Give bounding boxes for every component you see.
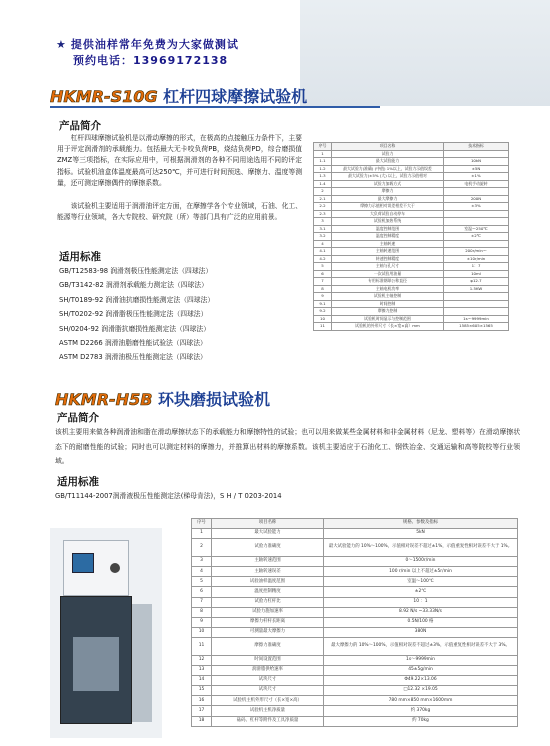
table-cell: 14 bbox=[192, 676, 212, 686]
table-cell: 试验力准确度 bbox=[212, 539, 324, 557]
table-cell: ±1% bbox=[444, 173, 509, 181]
product2-name: 环块磨损试验机 bbox=[157, 390, 270, 409]
header-cell: 规格、参数及指标 bbox=[324, 519, 518, 529]
table-cell: 12 bbox=[192, 655, 212, 665]
table-row bbox=[192, 637, 518, 655]
product2-intro-heading: 产品简介 bbox=[57, 412, 99, 424]
table-cell: 16 bbox=[192, 696, 212, 706]
table-cell: 主轴与孔尺寸 bbox=[332, 263, 444, 271]
booking-phone: 预约电话：13969172138 bbox=[73, 54, 229, 67]
table-cell: 1585×605×1565 bbox=[444, 323, 509, 331]
table-row bbox=[314, 195, 509, 203]
table-cell: 1.4 bbox=[314, 180, 332, 188]
table-cell: 780 mm×850 mm×1600mm bbox=[324, 696, 518, 706]
table-cell: 最大摩擦力 bbox=[332, 195, 444, 203]
table-cell: 6 bbox=[314, 270, 332, 278]
table-cell bbox=[444, 300, 509, 308]
table-header-row bbox=[314, 143, 509, 151]
table-cell: 2 bbox=[192, 539, 212, 557]
table-cell bbox=[444, 240, 509, 248]
table-cell bbox=[444, 150, 509, 158]
standard-item: GB/T12583-98 润滑剂极压性能测定法（四球法） bbox=[59, 267, 213, 275]
table-cell: 电机手动旋转 bbox=[444, 180, 509, 188]
table-cell: 10 bbox=[192, 627, 212, 637]
table-cell bbox=[444, 293, 509, 301]
table-row bbox=[314, 240, 509, 248]
table-cell: 一次试验用油量 bbox=[332, 270, 444, 278]
table-cell bbox=[444, 308, 509, 316]
table-cell: 1.1 bbox=[314, 158, 332, 166]
table-cell: 10kN bbox=[444, 158, 509, 166]
table-cell: 试验机时间显示与控制范围 bbox=[332, 315, 444, 323]
product1-standards-heading: 适用标准 bbox=[59, 251, 101, 263]
table-cell: 1s～9999min bbox=[324, 655, 518, 665]
table-cell: 380N bbox=[324, 627, 518, 637]
table-cell: ±2℃ bbox=[324, 587, 518, 597]
table-cell: 5kN bbox=[324, 529, 518, 539]
table-cell: 17 bbox=[192, 706, 212, 716]
table-cell: 200r/min～ bbox=[444, 248, 509, 256]
table-row bbox=[192, 567, 518, 577]
table-cell: 10 bbox=[314, 315, 332, 323]
table-cell: 摩擦力杆杆长距离 bbox=[212, 617, 324, 627]
header-cell: 序号 bbox=[192, 519, 212, 529]
table-row bbox=[192, 686, 518, 696]
table-cell: 1 bbox=[192, 529, 212, 539]
table-row bbox=[314, 203, 509, 211]
table-cell: 时间设置范围 bbox=[212, 655, 324, 665]
table-cell: 8 bbox=[192, 607, 212, 617]
table-cell: ±3% bbox=[444, 203, 509, 211]
standard-item: ASTM D2266 润滑油脂磨性能试验法（四球法） bbox=[59, 339, 207, 348]
header-cell: 技术指标 bbox=[444, 143, 509, 151]
table-row bbox=[314, 188, 509, 196]
table-row bbox=[192, 529, 518, 539]
table-row bbox=[192, 676, 518, 686]
table-cell: 2.2 bbox=[314, 203, 332, 211]
free-testing-tagline bbox=[56, 36, 239, 52]
product2-spec-table bbox=[191, 518, 518, 727]
table-cell: 试块尺寸 bbox=[212, 676, 324, 686]
table-cell: 5 bbox=[192, 577, 212, 587]
table-cell: 7 bbox=[314, 278, 332, 286]
table-row bbox=[192, 696, 518, 706]
table-cell: 1s～9999min bbox=[444, 315, 509, 323]
table-row bbox=[314, 150, 509, 158]
product2-table-body bbox=[192, 529, 518, 727]
table-row bbox=[314, 225, 509, 233]
table-cell: 温度控制精度 bbox=[212, 587, 324, 597]
table-cell: 约 70kg bbox=[324, 716, 518, 726]
table-cell: 约 370kg bbox=[324, 706, 518, 716]
table-row bbox=[314, 218, 509, 226]
table-cell: 4 bbox=[314, 240, 332, 248]
table-cell: 15 bbox=[192, 686, 212, 696]
table-cell: 1：7 bbox=[444, 263, 509, 271]
table-cell: 3.1 bbox=[314, 225, 332, 233]
table-cell: 摩擦力 bbox=[332, 188, 444, 196]
table-cell: 转速控制精度 bbox=[332, 255, 444, 263]
standard-item: ASTM D2783 润滑油极压性能测定法（四球法） bbox=[59, 353, 207, 362]
table-cell: 1 bbox=[314, 150, 332, 158]
table-cell: 最大试验力(准确) (中值) 1%以上，试验力示值误差 bbox=[332, 165, 444, 173]
product1-model: HKMR-S10G bbox=[50, 87, 158, 106]
table-cell: 润滑脂供给速率 bbox=[212, 666, 324, 676]
table-row bbox=[314, 255, 509, 263]
h5b-knob bbox=[110, 563, 120, 573]
table-row bbox=[314, 165, 509, 173]
table-cell: 最大摩擦力的 10%～100%，示值相对误差不超过±3%，示值重复性相对误差不大于 3%。 bbox=[324, 637, 518, 655]
table-cell: ±10r/min bbox=[444, 255, 509, 263]
table-row bbox=[192, 716, 518, 726]
table-cell: 6 bbox=[192, 587, 212, 597]
table-cell: 专用标准钢球公称直径 bbox=[332, 278, 444, 286]
star-icon: ★ bbox=[56, 38, 67, 51]
table-row bbox=[192, 706, 518, 716]
table-cell bbox=[444, 218, 509, 226]
table-cell: 3.2 bbox=[314, 233, 332, 241]
h5b-side-column bbox=[132, 604, 152, 722]
product-photo-s10g-top bbox=[300, 0, 550, 106]
table-row bbox=[314, 173, 509, 181]
product2-standards-text: GB/T11144-2007润滑液极压性能测定法(梯母肯法)，S H / T 0203-2014 bbox=[55, 492, 282, 500]
table-cell: Φ49.22×13.06 bbox=[324, 676, 518, 686]
standard-item: SH/T0189-92 润滑油抗磨损性能测定法（四球法） bbox=[59, 295, 215, 304]
table-cell: 2 bbox=[314, 188, 332, 196]
table-cell: 5 bbox=[314, 263, 332, 271]
title-underline bbox=[50, 106, 380, 108]
table-cell: 7 bbox=[192, 597, 212, 607]
table-cell: 主轴转速 bbox=[332, 240, 444, 248]
table-cell: 10 ：1 bbox=[324, 597, 518, 607]
table-row bbox=[314, 300, 509, 308]
table-cell: 主轴转速范围 bbox=[332, 248, 444, 256]
table-row bbox=[192, 666, 518, 676]
table-cell: 9.1 bbox=[314, 300, 332, 308]
product1-standards-list bbox=[59, 264, 214, 365]
table-cell: 主轴转速范围 bbox=[212, 557, 324, 567]
table-cell: 试验机主轴控制 bbox=[332, 293, 444, 301]
tagline-text: 提供油样常年免费为大家做测试 bbox=[70, 38, 239, 51]
table-cell: 4.2 bbox=[314, 255, 332, 263]
table-cell: 试验机主机外形尺寸（长×宽×高） bbox=[212, 696, 324, 706]
table-row bbox=[314, 285, 509, 293]
table-cell: 1.3 bbox=[314, 173, 332, 181]
table-cell: 摩擦力准确度 bbox=[212, 637, 324, 655]
table-cell: 试验油样温度范围 bbox=[212, 577, 324, 587]
h5b-cabinet bbox=[60, 596, 132, 724]
h5b-screen bbox=[72, 553, 94, 573]
table-cell: 最大试验能力 bbox=[332, 158, 444, 166]
table-row bbox=[314, 308, 509, 316]
table-row bbox=[314, 233, 509, 241]
table-cell: ±2℃ bbox=[444, 233, 509, 241]
table-cell: 试验机的外形尺寸（长×宽×高）mm bbox=[332, 323, 444, 331]
standard-item: SH/0204-92 润滑脂抗磨损性能测定法（四球法） bbox=[59, 324, 211, 333]
h5b-upper-unit bbox=[63, 540, 129, 596]
table-cell: 试验机加热系统 bbox=[332, 218, 444, 226]
h5b-cabinet-panel bbox=[73, 637, 119, 691]
table-cell: 2.1 bbox=[314, 195, 332, 203]
table-row bbox=[314, 263, 509, 271]
table-cell: 时间控制 bbox=[332, 300, 444, 308]
table-cell: 45±5g/min bbox=[324, 666, 518, 676]
table-cell: 8.92 N/s ~33.33N/s bbox=[324, 607, 518, 617]
table-cell: 砝码、杠杆等附件及工具净质量 bbox=[212, 716, 324, 726]
table-cell: 11 bbox=[314, 323, 332, 331]
table-cell: 3 bbox=[314, 218, 332, 226]
table-row bbox=[192, 557, 518, 567]
table-cell: 温度控制范围 bbox=[332, 225, 444, 233]
table-cell: 1.2 bbox=[314, 165, 332, 173]
table-cell: 室温～100℃ bbox=[324, 577, 518, 587]
table-cell: 100 r/min 以上不超过±5r/min bbox=[324, 567, 518, 577]
table-cell: 8 bbox=[314, 285, 332, 293]
table-cell: 温度控制精度 bbox=[332, 233, 444, 241]
table-cell: 试验力 bbox=[332, 150, 444, 158]
table-cell: 13 bbox=[192, 666, 212, 676]
product1-table-body bbox=[314, 150, 509, 330]
table-cell: 室温～250℃ bbox=[444, 225, 509, 233]
product2-intro-text: 该机主要用来做各种润滑油和脂在滑动摩擦状态下的承载能力和摩擦特性的试验；也可以用来做某些金属材料和非金属材料（尼龙、塑料等）在滑动摩擦状态下的耐磨性能的试验；同时也可以测定材料的摩擦力，并推算出材料的摩擦系数。该机主要适应于石油化工、钢铁冶金、交通运输和高等院校等行业领域。 bbox=[55, 428, 520, 466]
table-cell: 9 bbox=[314, 293, 332, 301]
product2-title bbox=[55, 387, 270, 410]
table-row bbox=[192, 587, 518, 597]
table-row bbox=[314, 278, 509, 286]
table-cell: 最大试验能力的 10%～100%，示值相对误差不超过±1%，示值重复性相对误差不大于 1%。 bbox=[324, 539, 518, 557]
header-cell: 项目名称 bbox=[332, 143, 444, 151]
product1-name: 杠杆四球摩擦试验机 bbox=[163, 87, 308, 106]
standard-item: SH/T0202-92 润滑脂极压性能测定法（四球法） bbox=[59, 310, 208, 319]
table-row bbox=[314, 248, 509, 256]
table-cell: 试块尺寸 bbox=[212, 686, 324, 696]
table-cell: 最大试验力(±5% (大) 以上，试验力示值相对 bbox=[332, 173, 444, 181]
table-row bbox=[314, 293, 509, 301]
table-cell: 0.5N/100 格 bbox=[324, 617, 518, 627]
table-row bbox=[192, 655, 518, 665]
table-cell: ±5N bbox=[444, 165, 509, 173]
table-row bbox=[314, 315, 509, 323]
product1-title bbox=[50, 84, 307, 107]
product1-intro-heading: 产品简介 bbox=[59, 120, 101, 132]
table-cell: 主轴电机功率 bbox=[332, 285, 444, 293]
table-cell: 主轴转速误差 bbox=[212, 567, 324, 577]
table-header-row bbox=[192, 519, 518, 529]
table-cell: 试验力施加速率 bbox=[212, 607, 324, 617]
table-row bbox=[314, 270, 509, 278]
header-cell: 序号 bbox=[314, 143, 332, 151]
table-cell: 0～1500r/min bbox=[324, 557, 518, 567]
table-row bbox=[192, 577, 518, 587]
product1-intro-p2: 该试验机主要适用于润滑油评定方面，在摩擦学各个专业领域，石油、化工、能源等行业领域，各大专院校、研究院（所）等部门具有广泛的应用前景。 bbox=[57, 202, 302, 222]
table-cell: 试验力加载方式 bbox=[332, 180, 444, 188]
table-cell: 11 bbox=[192, 637, 212, 655]
standard-item: GB/T3142-82 润滑剂承载能力测定法（四球法） bbox=[59, 281, 208, 290]
product1-intro-p1: 杠杆四球摩擦试验机是以滑动摩擦的形式，在极高的点接触压力条件下，主要用于评定润滑剂的承载能力。包括最大无卡咬负荷PB，烧结负荷PD，综合磨损值ZMZ等三项指标，在实际应用中，可根据润滑剂的各种不同用途选用不同的评定指标。试验机油盒体温度最高可达250℃，并可进行时间预选、摩擦力、温度等测量，还可测定摩擦偶件的摩擦系数。 bbox=[57, 134, 302, 187]
table-row bbox=[314, 180, 509, 188]
table-cell: 18 bbox=[192, 716, 212, 726]
table-cell bbox=[444, 210, 509, 218]
table-cell: □12.32 ×19.05 bbox=[324, 686, 518, 696]
table-cell: 9 bbox=[192, 617, 212, 627]
table-cell: 试验力杠杆比 bbox=[212, 597, 324, 607]
table-cell: 10ml bbox=[444, 270, 509, 278]
table-cell: 4.1 bbox=[314, 248, 332, 256]
table-cell: φ12.7 bbox=[444, 278, 509, 286]
table-row bbox=[192, 607, 518, 617]
table-cell: 1.5KW bbox=[444, 285, 509, 293]
header-cell: 项目名称 bbox=[212, 519, 324, 529]
table-row bbox=[314, 158, 509, 166]
table-cell: 摩擦力控制 bbox=[332, 308, 444, 316]
table-cell: 可测量最大摩擦力 bbox=[212, 627, 324, 637]
table-cell: 大负荷试验自动停车 bbox=[332, 210, 444, 218]
product1-spec-table bbox=[313, 142, 509, 331]
table-cell: 最大试验能力 bbox=[212, 529, 324, 539]
table-cell: 9.2 bbox=[314, 308, 332, 316]
table-cell: 200N bbox=[444, 195, 509, 203]
table-row bbox=[192, 539, 518, 557]
table-cell: 3 bbox=[192, 557, 212, 567]
table-cell: 4 bbox=[192, 567, 212, 577]
table-cell: 试验机主机净质量 bbox=[212, 706, 324, 716]
table-row bbox=[192, 597, 518, 607]
table-row bbox=[314, 323, 509, 331]
table-cell: 摩擦力示值相对误差相差不大于 bbox=[332, 203, 444, 211]
table-row bbox=[314, 210, 509, 218]
product2-model: HKMR-H5B bbox=[55, 390, 153, 409]
table-cell bbox=[444, 188, 509, 196]
table-row bbox=[192, 627, 518, 637]
table-row bbox=[192, 617, 518, 627]
table-cell: 2.3 bbox=[314, 210, 332, 218]
product2-standards-heading: 适用标准 bbox=[57, 476, 99, 488]
